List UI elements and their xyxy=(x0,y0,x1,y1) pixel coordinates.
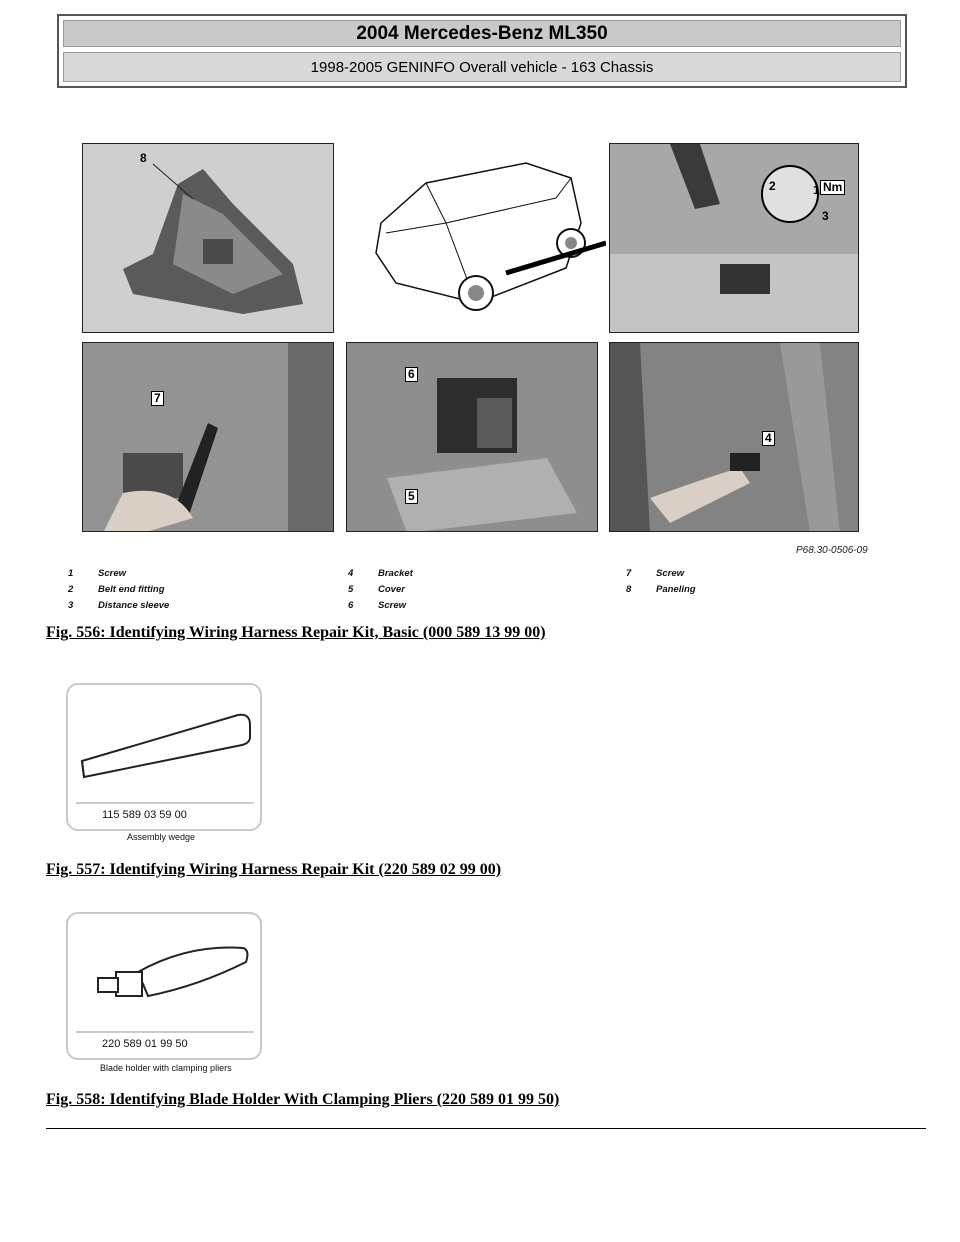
page-divider xyxy=(46,1128,926,1129)
legend-item: 8 Paneling xyxy=(626,584,696,595)
legend-item: 3 Distance sleeve xyxy=(68,600,170,611)
figure-557-caption: Fig. 557: Identifying Wiring Harness Repair Kit (220 589 02 99 00) xyxy=(46,861,502,878)
figure-code: P68.30-0506-09 xyxy=(796,545,868,556)
callout-8: 8 xyxy=(140,151,147,165)
page-header xyxy=(57,14,907,88)
callout-3: 3 xyxy=(822,209,829,223)
tool-name: Assembly wedge xyxy=(127,832,196,842)
legend-item: 4 Bracket xyxy=(348,568,413,579)
photo-paneling xyxy=(82,143,334,333)
legend-item: 5 Cover xyxy=(348,584,405,595)
figure-558-caption: Fig. 558: Identifying Blade Holder With Clamping Pliers (220 589 01 99 50) xyxy=(46,1091,560,1108)
callout-2: 2 xyxy=(769,179,776,193)
figure-557-image xyxy=(66,683,262,831)
callout-4: 4 xyxy=(762,431,775,446)
callout-6: 6 xyxy=(405,367,418,382)
legend-item: 7 Screw xyxy=(626,568,684,579)
bracket-illustration xyxy=(610,343,859,532)
paneling-illustration xyxy=(83,144,334,333)
part-number: 220 589 01 99 50 xyxy=(102,1038,188,1050)
screw-7-illustration xyxy=(83,343,334,532)
assembly-wedge-illustration xyxy=(68,685,260,829)
callout-7: 7 xyxy=(151,391,164,406)
callout-5: 5 xyxy=(405,489,418,504)
figure-558-image xyxy=(66,912,262,1060)
callout-nm: Nm xyxy=(820,180,845,195)
photo-screw-7 xyxy=(82,342,334,532)
cover-illustration xyxy=(347,343,598,532)
figure-556-caption: Fig. 556: Identifying Wiring Harness Repair Kit, Basic (000 589 13 99 00) xyxy=(46,624,546,641)
figure-556-legend xyxy=(68,568,888,616)
vehicle-illustration xyxy=(356,143,606,333)
belt-end-illustration xyxy=(610,144,859,333)
page-subtitle: 1998-2005 GENINFO Overall vehicle - 163 Chassis xyxy=(63,52,901,82)
photo-belt-end xyxy=(609,143,859,333)
photo-bracket xyxy=(609,342,859,532)
blade-holder-illustration xyxy=(68,914,260,1058)
photo-cover xyxy=(346,342,598,532)
legend-item: 2 Belt end fitting xyxy=(68,584,165,595)
part-number: 115 589 03 59 00 xyxy=(102,809,187,821)
callout-1: 1 xyxy=(813,183,820,197)
tool-name: Blade holder with clamping pliers xyxy=(100,1063,232,1073)
legend-item: 1 Screw xyxy=(68,568,126,579)
page-title: 2004 Mercedes-Benz ML350 xyxy=(63,20,901,47)
photo-vehicle xyxy=(356,143,606,333)
legend-item: 6 Screw xyxy=(348,600,406,611)
